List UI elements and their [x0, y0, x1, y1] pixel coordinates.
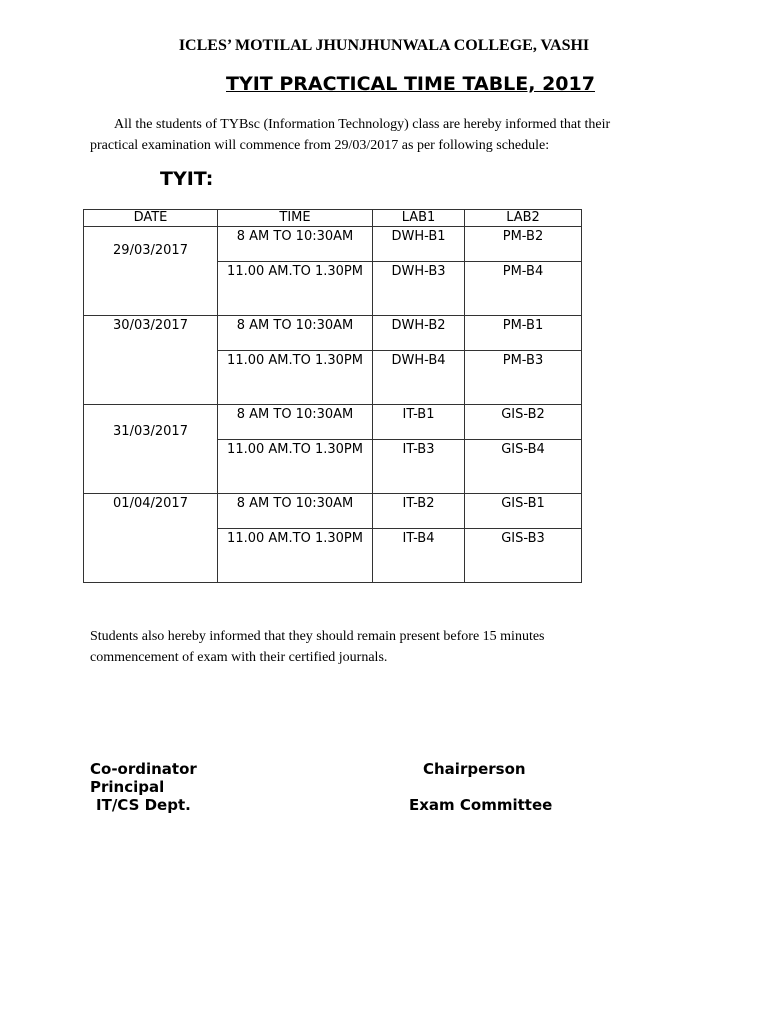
- header-time: TIME: [218, 210, 373, 227]
- time-cell: 8 AM TO 10:30AM: [218, 227, 373, 262]
- intro-line-2: practical examination will commence from 29/03/2017 as per following schedule:: [90, 138, 550, 153]
- date-cell: [84, 227, 218, 316]
- date-cell: [84, 494, 218, 583]
- note-line-1: Students also hereby informed that they should remain present before 15 minutes: [90, 629, 545, 644]
- lab2-cell: PM-B1: [465, 316, 582, 351]
- lab2-cell: PM-B2: [465, 227, 582, 262]
- lab1-cell: DWH-B3: [373, 262, 465, 316]
- date-value: 01/04/2017: [113, 496, 188, 511]
- lab2-cell: GIS-B3: [465, 529, 582, 583]
- signature-principal: Principal: [90, 778, 165, 796]
- lab2-cell: GIS-B4: [465, 440, 582, 494]
- time-cell: 11.00 AM.TO 1.30PM: [218, 262, 373, 316]
- date-value: 30/03/2017: [113, 318, 188, 333]
- date-cell: [84, 316, 218, 405]
- header-lab2: LAB2: [465, 210, 582, 227]
- note-line-2: commencement of exam with their certified journals.: [90, 650, 388, 665]
- table-row: [84, 227, 582, 262]
- date-value: 31/03/2017: [113, 424, 188, 439]
- header-date: DATE: [84, 210, 218, 227]
- lab1-cell: DWH-B1: [373, 227, 465, 262]
- time-cell: 8 AM TO 10:30AM: [218, 316, 373, 351]
- lab2-cell: PM-B4: [465, 262, 582, 316]
- table-row: [84, 405, 582, 440]
- lab2-cell: PM-B3: [465, 351, 582, 405]
- signature-dept: IT/CS Dept.: [96, 796, 191, 814]
- timetable: [83, 209, 582, 583]
- intro-line-1: All the students of TYBsc (Information Technology) class are hereby informed that their: [114, 117, 611, 132]
- time-cell: 11.00 AM.TO 1.30PM: [218, 351, 373, 405]
- signature-committee: Exam Committee: [409, 796, 553, 814]
- table-header-row: [84, 210, 582, 227]
- intro-paragraph: [90, 114, 670, 156]
- lab2-cell: GIS-B1: [465, 494, 582, 529]
- page-title: TYIT PRACTICAL TIME TABLE, 2017: [226, 73, 595, 95]
- table-row: [84, 494, 582, 529]
- header-lab1: LAB1: [373, 210, 465, 227]
- table-row: [84, 316, 582, 351]
- section-heading: TYIT:: [160, 168, 214, 190]
- time-cell: 11.00 AM.TO 1.30PM: [218, 529, 373, 583]
- lab1-cell: DWH-B4: [373, 351, 465, 405]
- time-cell: 8 AM TO 10:30AM: [218, 405, 373, 440]
- college-name: ICLES’ MOTILAL JHUNJHUNWALA COLLEGE, VASHI: [178, 37, 590, 54]
- time-cell: 8 AM TO 10:30AM: [218, 494, 373, 529]
- signature-coordinator: Co-ordinator: [90, 760, 197, 778]
- time-cell: 11.00 AM.TO 1.30PM: [218, 440, 373, 494]
- date-value: 29/03/2017: [113, 243, 188, 258]
- lab2-cell: GIS-B2: [465, 405, 582, 440]
- lab1-cell: IT-B1: [373, 405, 465, 440]
- signature-chairperson: Chairperson: [423, 760, 526, 778]
- lab1-cell: IT-B4: [373, 529, 465, 583]
- lab1-cell: DWH-B2: [373, 316, 465, 351]
- lab1-cell: IT-B2: [373, 494, 465, 529]
- note-paragraph: [90, 626, 650, 668]
- lab1-cell: IT-B3: [373, 440, 465, 494]
- date-cell: [84, 405, 218, 494]
